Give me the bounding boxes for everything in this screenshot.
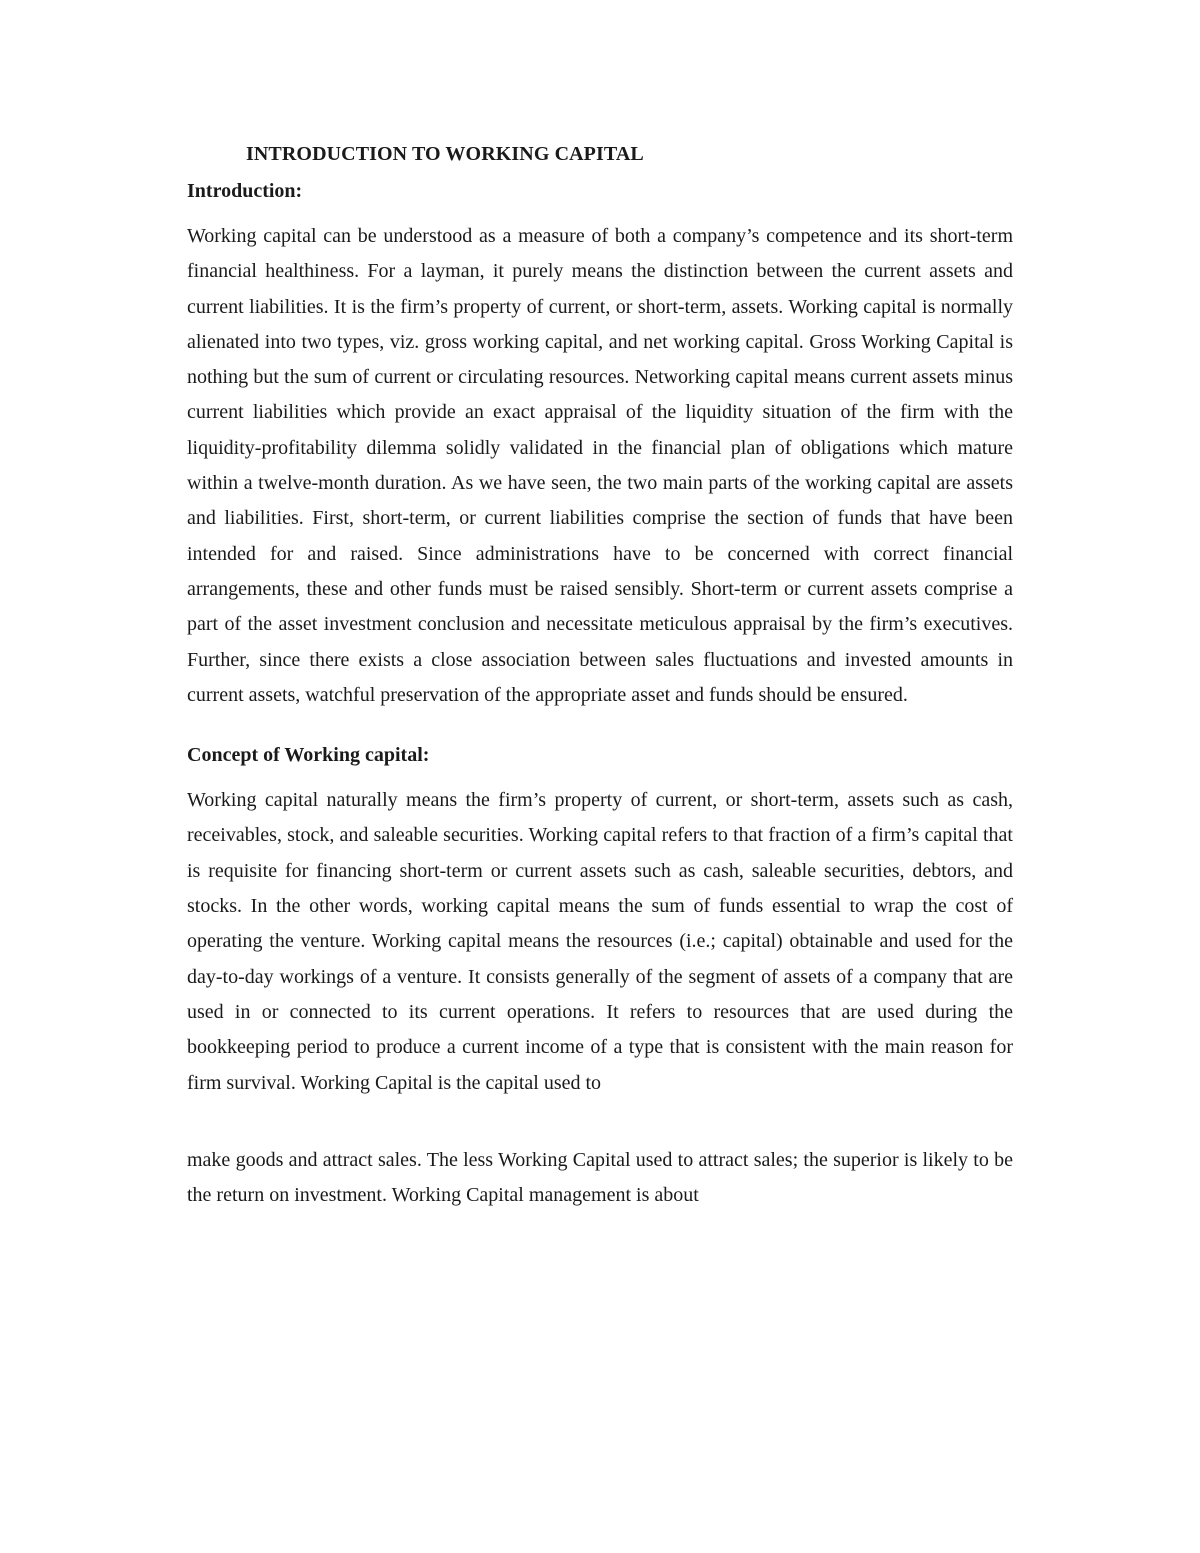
concept-paragraph-continuation: make goods and attract sales. The less Working Capital used to attract sales; the superior is likely to be the return on investment. Working Capital management is about — [187, 1148, 1013, 1207]
document-title: INTRODUCTION TO WORKING CAPITAL — [246, 143, 644, 165]
section-heading-introduction: Introduction: — [187, 180, 303, 202]
concept-paragraph: Working capital naturally means the firm’s property of current, or short-term, assets such as cash, receivables, stock, and saleable securities. Working capital refers to that fraction of a firm’s capital that is requisite for financing short-term or current assets such as cash, saleable securities, debtors, and stocks. In the other words, working capital means the sum of funds essential to wrap the cost of operating the venture. Working capital means the resources (i.e.; capital) obtainable and used for the day-to-day workings of a venture. It consists generally of the segment of assets of a company that are used in or connected to its current operations. It refers to resources that are used during the bookkeeping period to produce a current income of a type that is consistent with the main reason for firm survival. Working Capital is the capital used to — [187, 789, 1013, 1094]
section-heading-concept: Concept of Working capital: — [187, 744, 430, 767]
introduction-paragraph: Working capital can be understood as a measure of both a company’s competence and its short-term financial healthiness. For a layman, it purely means the distinction between the current assets and current liabilities. It is the firm’s property of current, or short-term, assets. Working capital is normally alienated into two types, viz. gross working capital, and net working capital. Gross Working Capital is nothing but the sum of current or circulating resources. Networking capital means current assets minus current liabilities which provide an exact appraisal of the liquidity situation of the firm with the liquidity-profitability dilemma solidly validated in the financial plan of obligations which mature within a twelve-month duration. As we have seen, the two main parts of the working capital are assets and liabilities. First, short-term, or current liabilities comprise the section of funds that have been intended for and raised. Since administrations have to be concerned with correct financial arrangements, these and other funds must be raised sensibly. Short-term or current assets comprise a part of the asset investment conclusion and necessitate meticulous appraisal by the firm’s executives. Further, since there exists a close association between sales fluctuations and invested amounts in current assets, watchful preservation of the appropriate asset and funds should be ensured. — [187, 225, 1013, 706]
document-page — [187, 140, 1013, 1213]
